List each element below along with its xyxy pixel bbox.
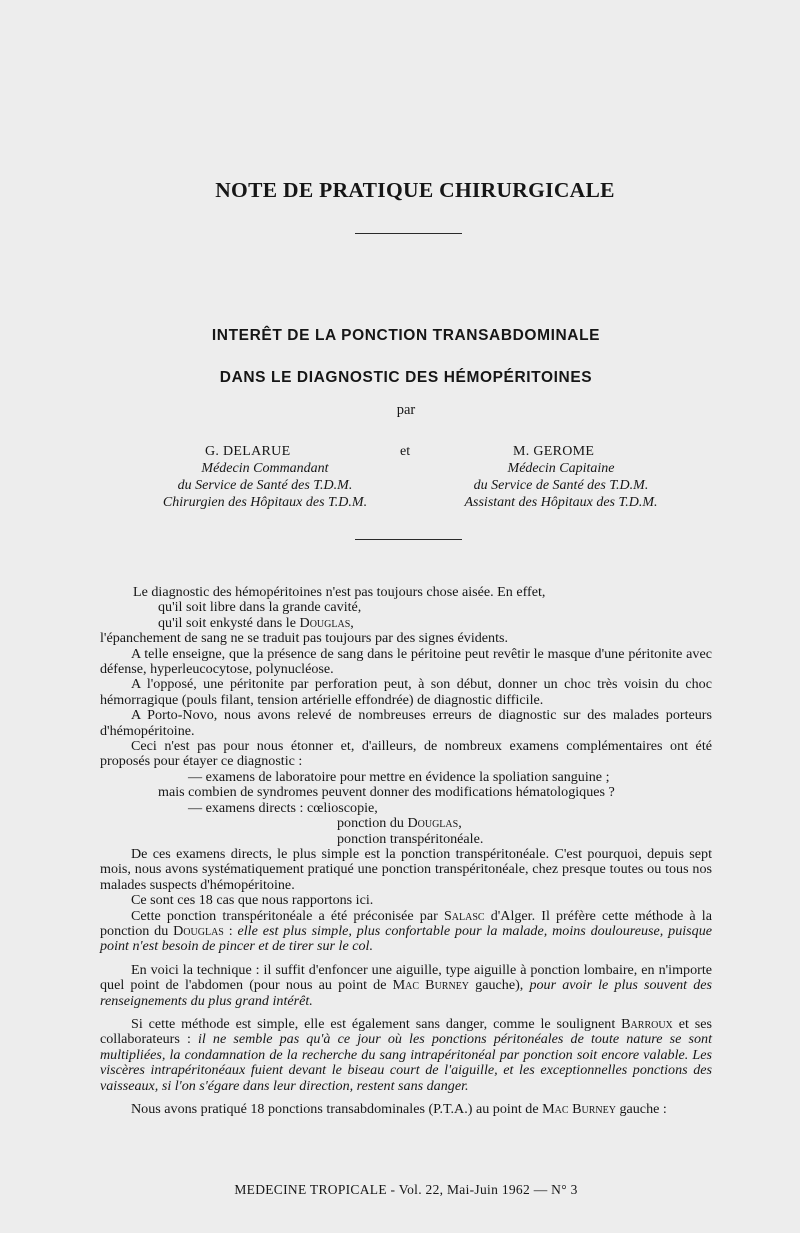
author-left-hospital: Chirurgien des Hôpitaux des T.D.M.	[162, 495, 368, 510]
author-left-rank: Médecin Commandant	[201, 461, 329, 476]
list-item: mais combien de syndromes peuvent donner des modifications hématologiques ?	[158, 784, 615, 801]
author-right-name: M. GEROME	[513, 444, 595, 459]
paragraph: Cette ponction transpéritonéale a été préconisée par Salasc d'Alger. Il préfère cette méthode à la ponction du Douglas : elle est plus simple, plus confortable pour la malade, moins douloureuse, puisque point n'est besoin de pincer et de tirer sur le col.	[100, 907, 712, 955]
paragraph: Ce sont ces 18 cas que nous rapportons ici.	[131, 892, 374, 909]
paragraph: En voici la technique : il suffit d'enfoncer une aiguille, type aiguille à ponction lombaire, en n'importe quel point de l'abdomen (pour nous au point de Mac Burney gauche), pour avoir le plus souvent des renseignements du plus grand intérêt.	[100, 961, 712, 1009]
author-conjunction: et	[400, 444, 411, 459]
authors-divider	[355, 539, 462, 540]
paragraph: Nous avons pratiqué 18 ponctions transabdominales (P.T.A.) au point de Mac Burney gauche :	[131, 1101, 667, 1117]
author-right-service: du Service de Santé des T.D.M.	[473, 478, 649, 493]
paragraph: qu'il soit enkysté dans le Douglas,	[158, 614, 354, 631]
paragraph: Si cette méthode est simple, elle est également sans danger, comme le soulignent Barroux et ses collaborateurs : il ne semble pas qu'à ce jour où les ponctions péritonéales de toute nature se sont multipliées, la condamnation de la recherche du sang intrapéritonéal par ponction soit encore valable. Les viscères intrapéritonéaux fuient devant le biseau court de l'aiguille, et les exceptionnelles ponctions des vaisseaux, si l'on s'égare dans leur direction, restent sans danger.	[100, 1015, 712, 1094]
paragraph: qu'il soit libre dans la grande cavité,	[158, 599, 362, 616]
paragraph: A telle enseigne, que la présence de sang dans le péritoine peut revêtir le masque d'une péritonite avec défense, hyperleucocytose, polynucléose.	[100, 645, 712, 678]
author-left-name: G. DELARUE	[205, 444, 291, 459]
article-title-line-1: INTERÊT DE LA PONCTION TRANSABDOMINALE	[211, 327, 601, 344]
paragraph: De ces examens directs, le plus simple est la ponction transpéritonéale. C'est pourquoi, depuis sept mois, nous avons systématiquement pratiqué une ponction transpéritonéale, chez presque toutes ou tous nos malades suspects d'hémopéritoine.	[100, 845, 712, 893]
paragraph: Ceci n'est pas pour nous étonner et, d'ailleurs, de nombreux examens complémentaires ont été proposés pour étayer ce diagnostic :	[100, 738, 712, 770]
article-body	[100, 585, 712, 1117]
paragraph: Le diagnostic des hémopéritoines n'est pas toujours chose aisée. En effet,	[133, 584, 546, 600]
title-divider	[355, 233, 462, 234]
list-item: ponction transpéritonéale.	[337, 830, 484, 847]
list-item: ponction du Douglas,	[337, 815, 462, 832]
paragraph: A l'opposé, une péritonite par perforation peut, à son début, donner un choc très voisin du choc hémorragique (pouls filant, tension artérielle effondrée) de diagnostic difficile.	[100, 676, 712, 708]
journal-footer: MEDECINE TROPICALE - Vol. 22, Mai-Juin 1962 — N° 3	[234, 1182, 578, 1197]
author-left-service: du Service de Santé des T.D.M.	[177, 478, 353, 493]
section-title: NOTE DE PRATIQUE CHIRURGICALE	[215, 178, 615, 202]
list-item: — examens de laboratoire pour mettre en évidence la spoliation sanguine ;	[188, 768, 610, 785]
list-item: — examens directs : cœlioscopie,	[188, 799, 378, 816]
author-right-rank: Médecin Capitaine	[507, 461, 615, 476]
article-title-line-2: DANS LE DIAGNOSTIC DES HÉMOPÉRITOINES	[219, 369, 593, 386]
author-right	[418, 444, 704, 511]
author-right-hospital: Assistant des Hôpitaux des T.D.M.	[464, 495, 658, 510]
byline-par: par	[396, 402, 416, 418]
author-left	[120, 444, 410, 511]
paragraph: A Porto-Novo, nous avons relevé de nombreuses erreurs de diagnostic sur des malades porteurs d'hémopéritoine.	[100, 707, 712, 739]
paragraph: l'épanchement de sang ne se traduit pas toujours par des signes évidents.	[100, 630, 509, 647]
